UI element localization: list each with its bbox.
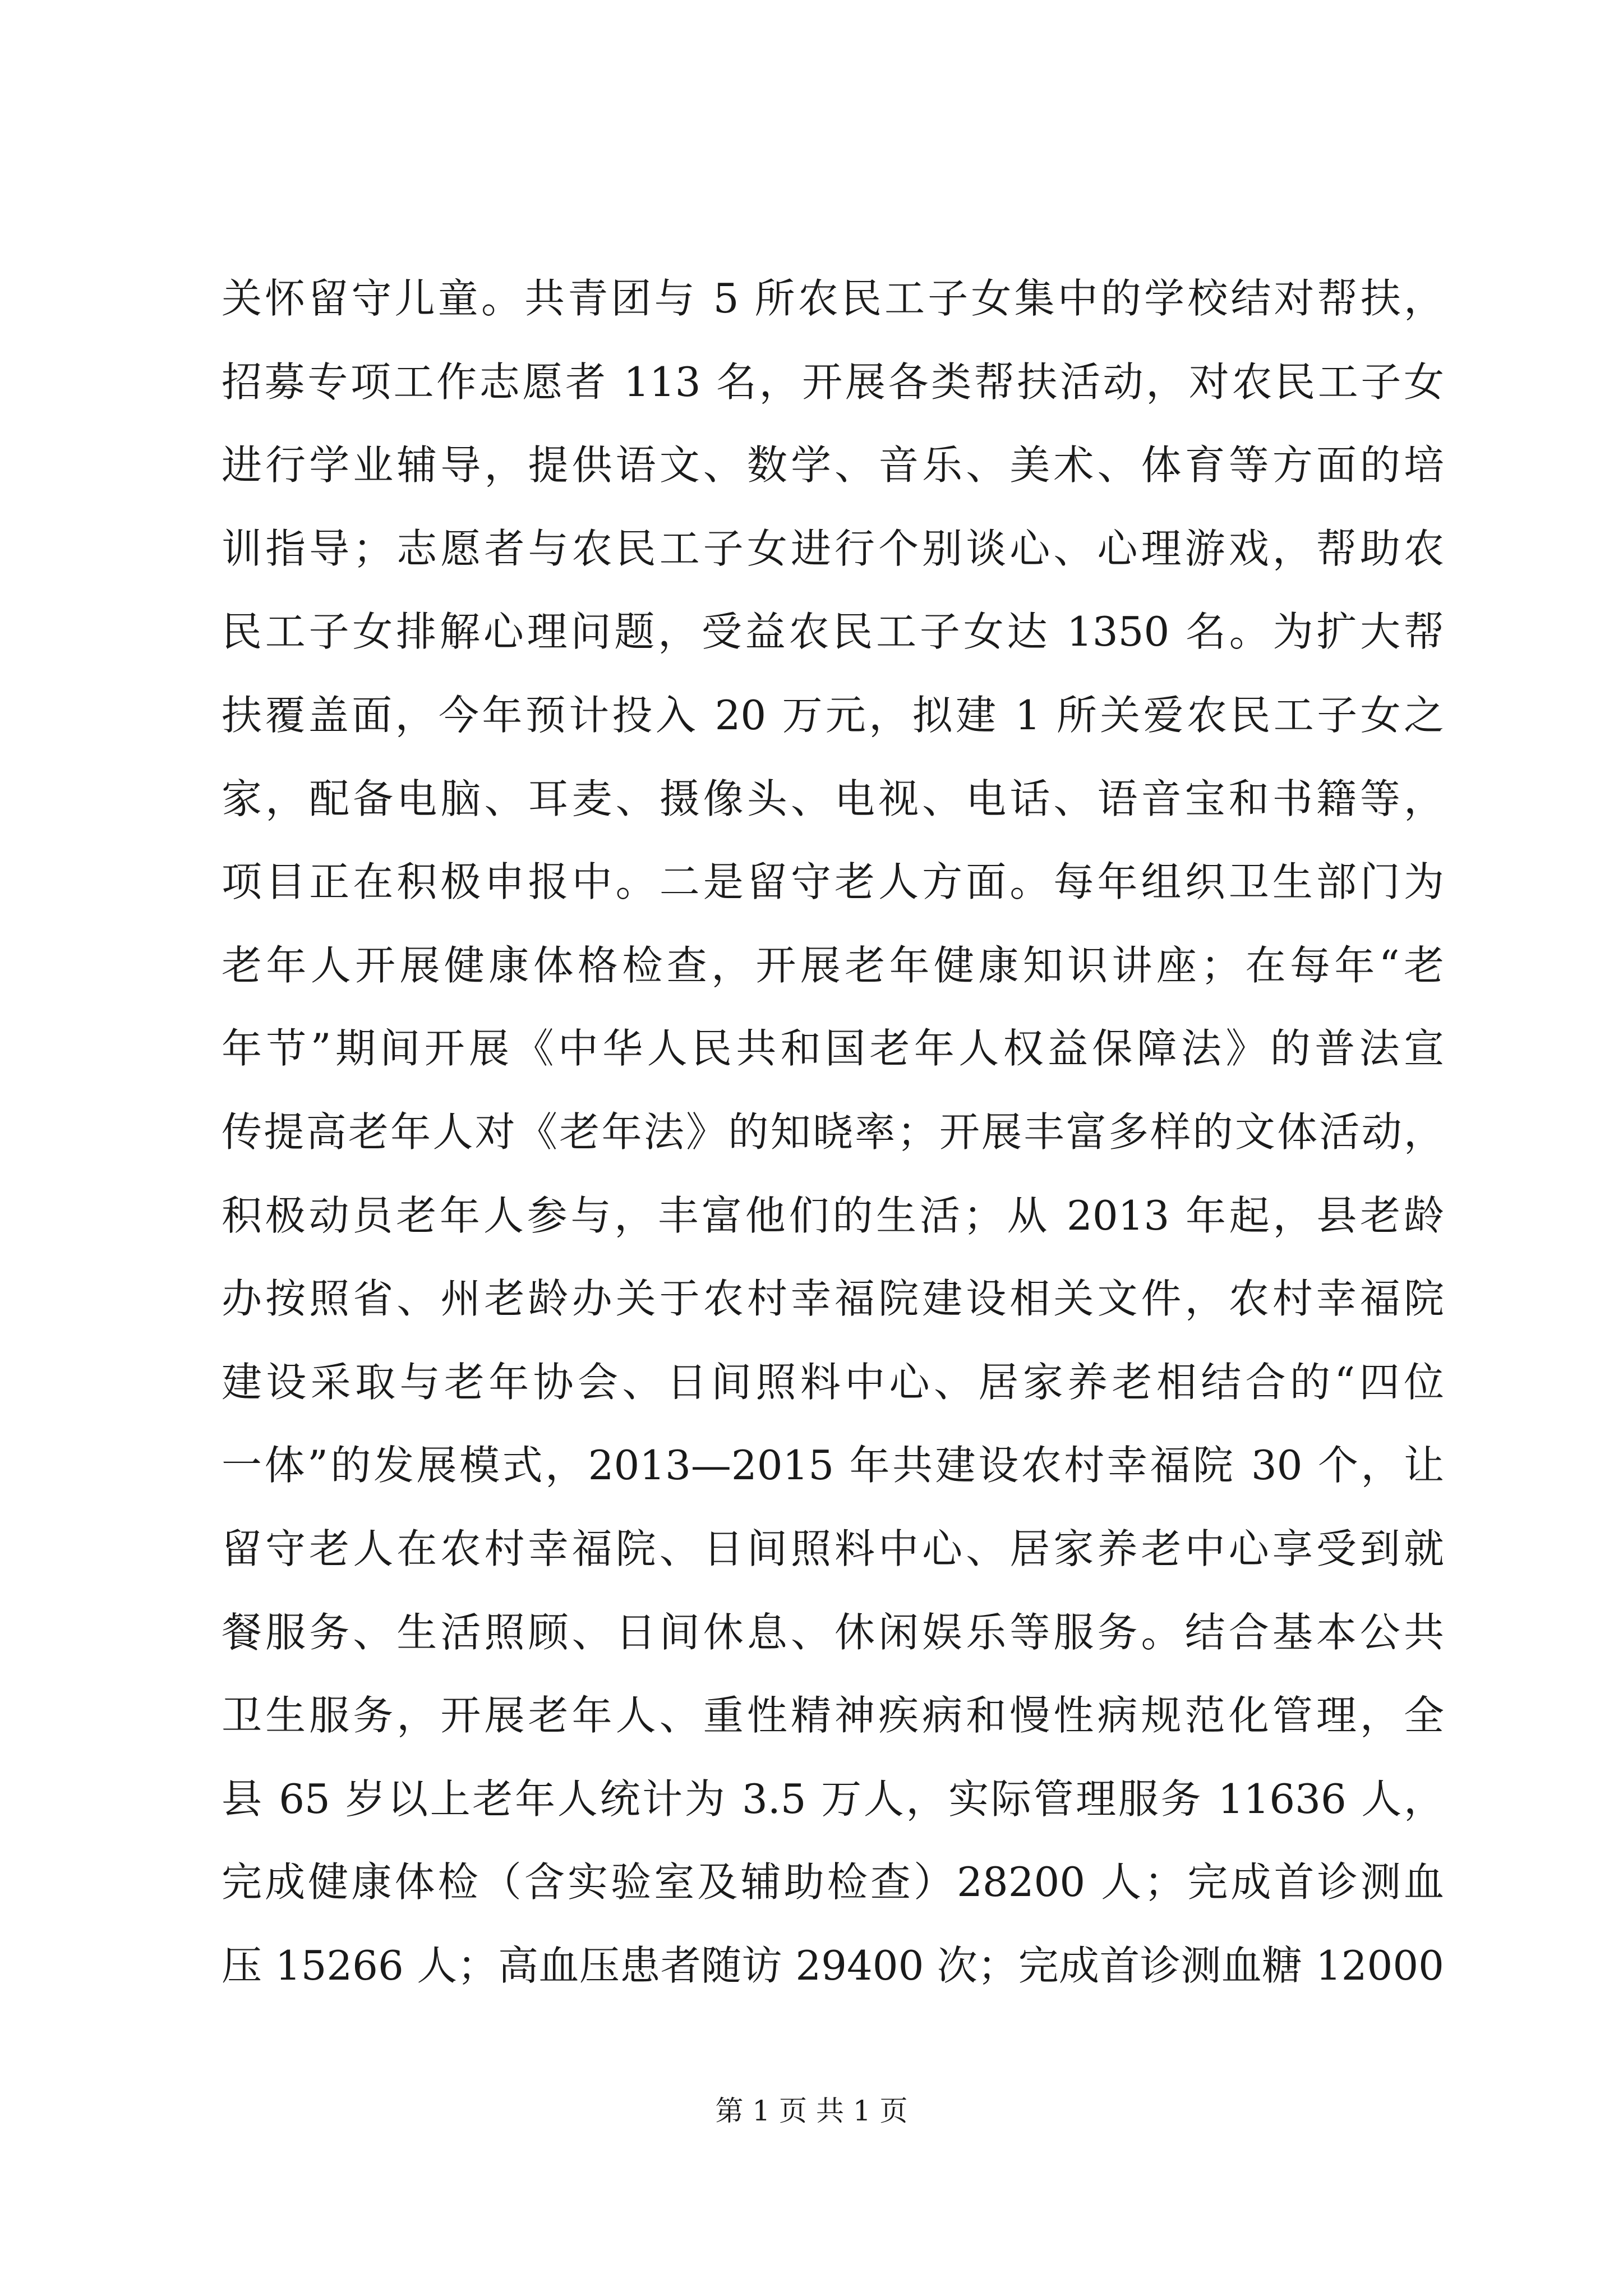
text-line: 压 15266 人；高血压患者随访 29400 次；完成首诊测血糖 12000 — [222, 1941, 1444, 1989]
text-line: 老年人开展健康体格检查，开展老年健康知识讲座；在每年“老 — [222, 941, 1444, 989]
text-line: 留守老人在农村幸福院、日间照料中心、居家养老中心享受到就 — [222, 1525, 1444, 1572]
text-line: 进行学业辅导，提供语文、数学、音乐、美术、体育等方面的培 — [222, 441, 1444, 489]
text-line: 扶覆盖面，今年预计投入 20 万元，拟建 1 所关爱农民工子女之 — [222, 691, 1444, 739]
text-line: 年节”期间开展《中华人民共和国老年人权益保障法》的普法宣 — [222, 1025, 1444, 1073]
text-line: 建设采取与老年协会、日间照料中心、居家养老相结合的“四位 — [222, 1358, 1444, 1406]
text-line: 卫生服务，开展老年人、重性精神疾病和慢性病规范化管理，全 — [222, 1692, 1444, 1740]
text-line: 项目正在积极申报中。二是留守老人方面。每年组织卫生部门为 — [222, 858, 1444, 906]
text-line: 餐服务、生活照顾、日间休息、休闲娱乐等服务。结合基本公共 — [222, 1608, 1444, 1656]
text-line: 积极动员老年人参与，丰富他们的生活；从 2013 年起，县老龄 — [222, 1191, 1444, 1239]
text-line: 完成健康体检（含实验室及辅助检查）28200 人；完成首诊测血 — [222, 1858, 1444, 1906]
text-line: 家，配备电脑、耳麦、摄像头、电视、电话、语音宝和书籍等， — [222, 775, 1444, 822]
text-line: 传提高老年人对《老年法》的知晓率；开展丰富多样的文体活动， — [222, 1108, 1444, 1156]
page-footer: 第 1 页 共 1 页 — [715, 2095, 908, 2127]
text-line: 关怀留守儿童。共青团与 5 所农民工子女集中的学校结对帮扶， — [222, 275, 1444, 322]
text-line: 办按照省、州老龄办关于农村幸福院建设相关文件，农村幸福院 — [222, 1275, 1444, 1323]
text-line: 训指导；志愿者与农民工子女进行个别谈心、心理游戏，帮助农 — [222, 524, 1444, 572]
text-line: 县 65 岁以上老年人统计为 3.5 万人，实际管理服务 11636 人， — [222, 1775, 1444, 1823]
body-text — [222, 257, 1444, 2007]
text-line: 招募专项工作志愿者 113 名，开展各类帮扶活动，对农民工子女 — [222, 358, 1444, 406]
text-line: 民工子女排解心理问题，受益农民工子女达 1350 名。为扩大帮 — [222, 608, 1444, 656]
text-line: 一体”的发展模式，2013—2015 年共建设农村幸福院 30 个，让 — [222, 1442, 1444, 1489]
